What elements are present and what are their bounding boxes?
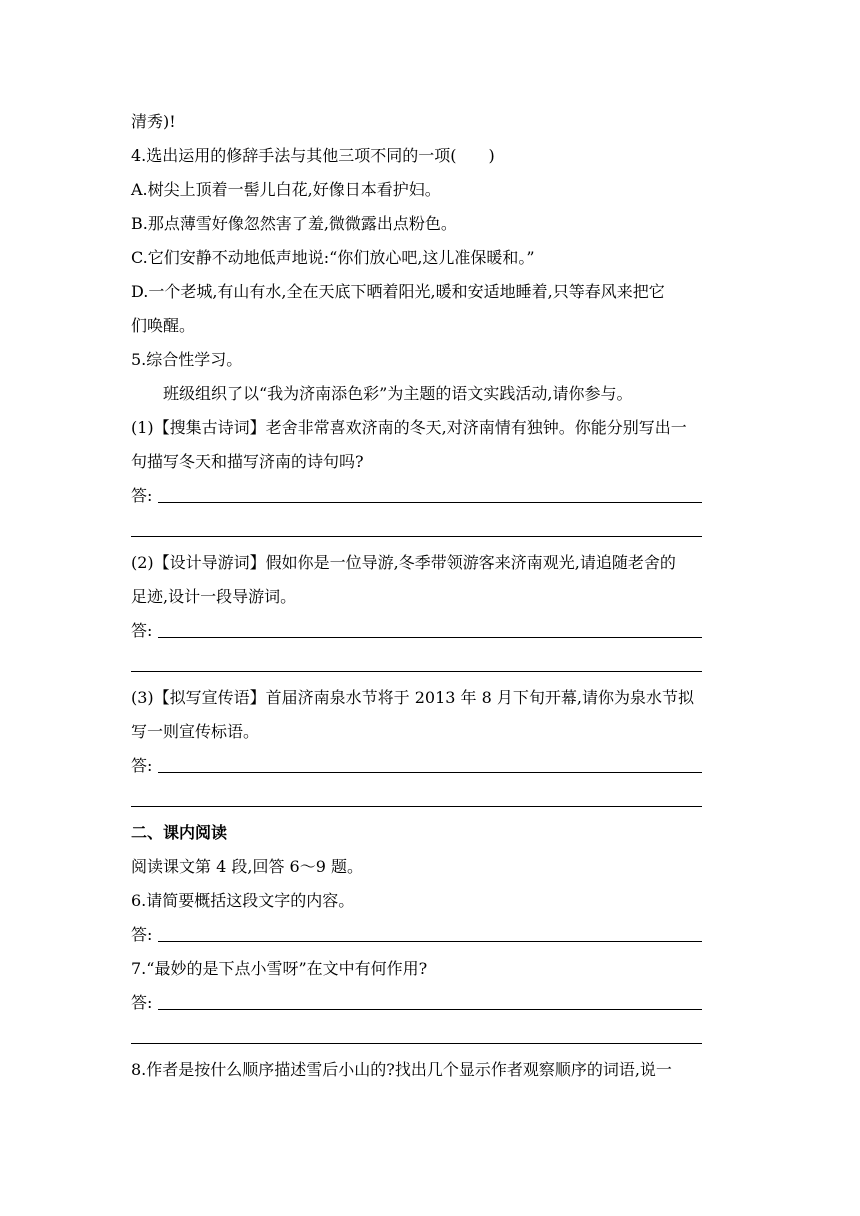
answer-line[interactable] (131, 806, 702, 807)
reading-instruction: 阅读课文第 4 段,回答 6～9 题。 (131, 857, 363, 876)
answer-label: 答: (131, 486, 153, 505)
question-5: 5.综合性学习。 (131, 350, 243, 369)
answer-line[interactable] (158, 1009, 702, 1010)
text-line-continuation: 清秀)! (131, 112, 176, 131)
option-b: B.那点薄雪好像忽然害了羞,微微露出点粉色。 (131, 214, 457, 233)
question-5-2: (2)【设计导游词】假如你是一位导游,冬季带领游客来济南观光,请追随老舍的 (131, 553, 676, 572)
question-5-intro: 班级组织了以“我为济南添色彩”为主题的语文实践活动,请你参与。 (163, 384, 633, 403)
question-6: 6.请简要概括这段文字的内容。 (131, 891, 355, 910)
question-5-3-cont: 写一则宣传标语。 (131, 722, 260, 741)
answer-label: 答: (131, 621, 153, 640)
answer-line[interactable] (131, 671, 702, 672)
question-5-3: (3)【拟写宣传语】首届济南泉水节将于 2013 年 8 月下旬开幕,请你为泉水节拟 (131, 688, 694, 707)
question-5-1: (1)【搜集古诗词】老舍非常喜欢济南的冬天,对济南情有独钟。你能分别写出一 (131, 418, 687, 437)
answer-line[interactable] (131, 536, 702, 537)
answer-line[interactable] (158, 941, 702, 942)
section-heading: 二、课内阅读 (131, 823, 228, 842)
answer-label: 答: (131, 756, 153, 775)
option-d: D.一个老城,有山有水,全在天底下晒着阳光,暖和安适地睡着,只等春风来把它 (131, 282, 665, 301)
question-5-2-cont: 足迹,设计一段导游词。 (131, 587, 297, 606)
answer-line[interactable] (131, 1043, 702, 1044)
answer-label: 答: (131, 993, 153, 1012)
answer-line[interactable] (158, 637, 702, 638)
question-8: 8.作者是按什么顺序描述雪后小山的?找出几个显示作者观察顺序的词语,说一 (131, 1060, 672, 1079)
answer-label: 答: (131, 925, 153, 944)
option-a: A.树尖上顶着一髻儿白花,好像日本看护妇。 (131, 180, 441, 199)
question-4: 4.选出运用的修辞手法与其他三项不同的一项( ) (131, 146, 495, 165)
question-5-1-cont: 句描写冬天和描写济南的诗句吗? (131, 452, 364, 471)
option-d-cont: 们唤醒。 (131, 316, 196, 335)
answer-line[interactable] (158, 502, 702, 503)
answer-line[interactable] (158, 772, 702, 773)
option-c: C.它们安静不动地低声地说:“你们放心吧,这儿准保暖和。” (131, 248, 535, 267)
question-7: 7.“最妙的是下点小雪呀”在文中有何作用? (131, 959, 428, 978)
